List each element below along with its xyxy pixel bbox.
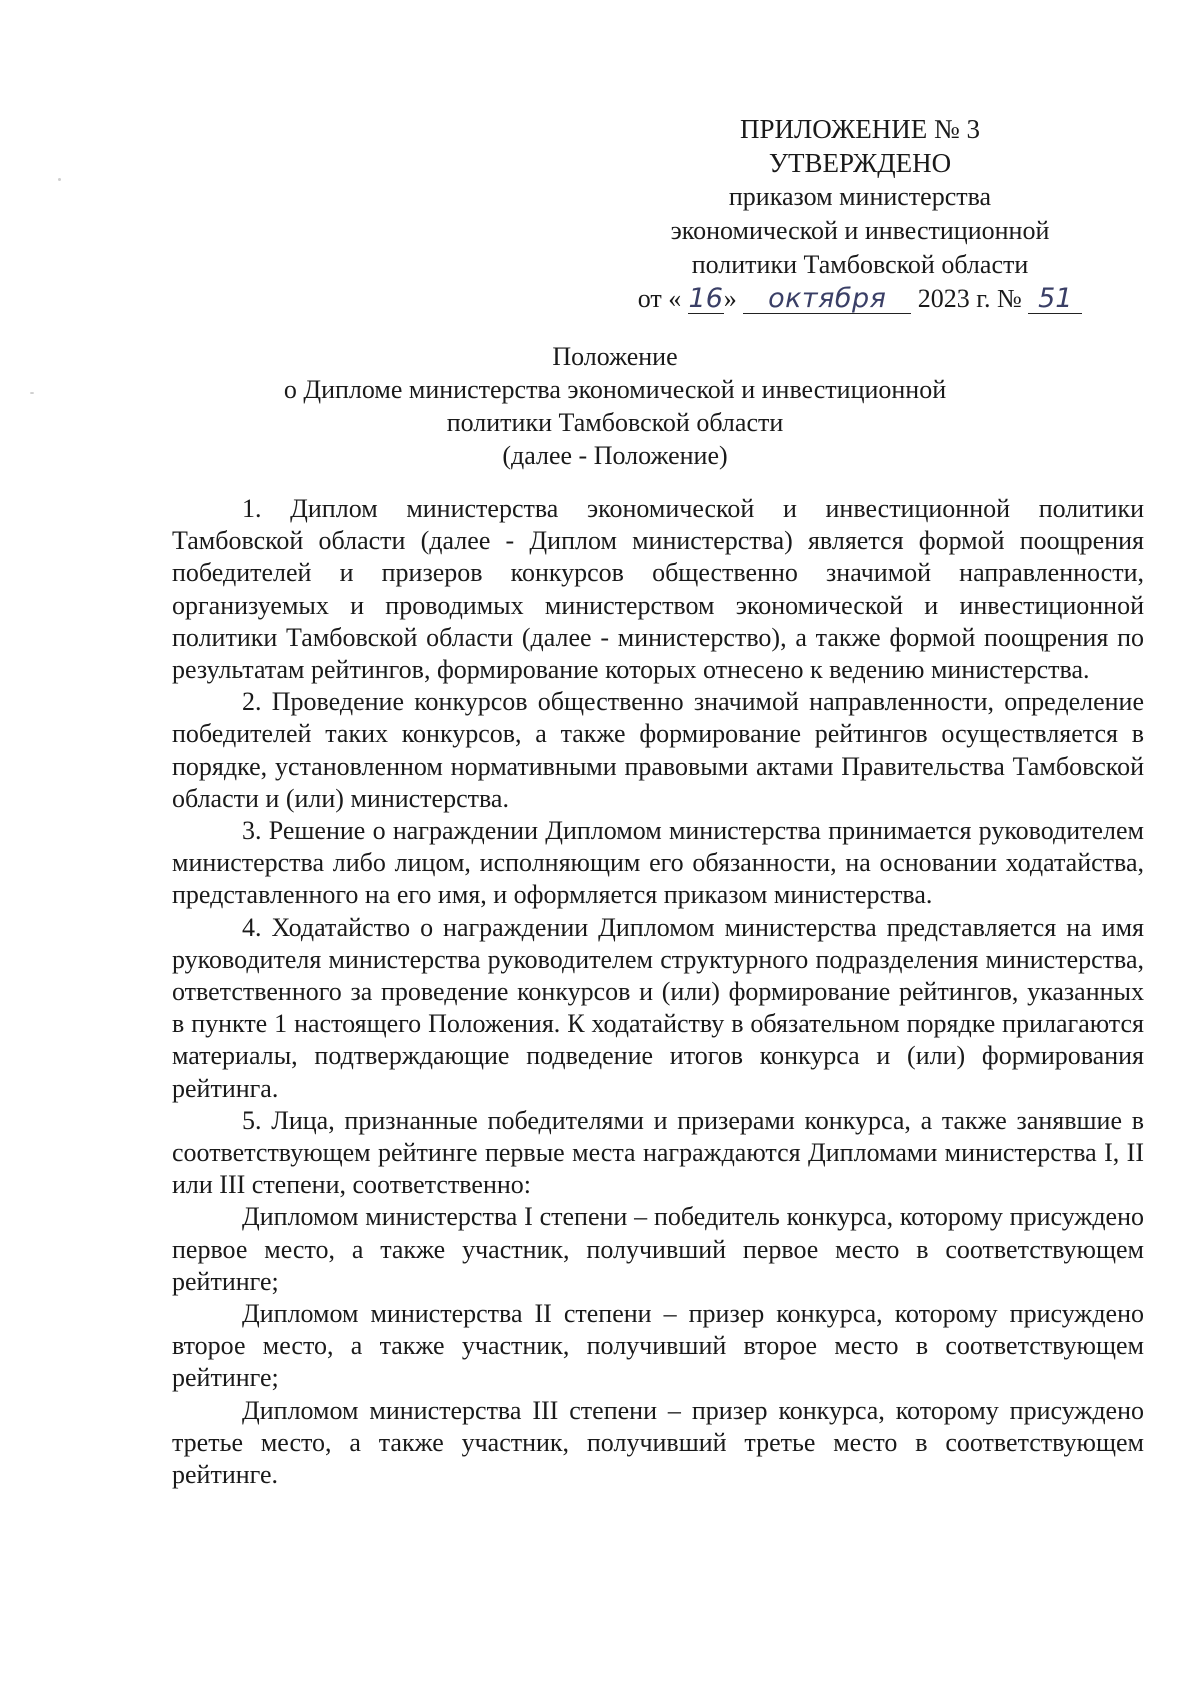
paragraph-2: 2. Проведение конкурсов общественно значимой направленности, определение победителей таких конкурсов, а также формирование рейтингов осуществляется в порядке, установленном нормативными правовыми актами Правительства Тамбовской области и (или) министерства. xyxy=(172,687,1144,813)
paragraph-degree-2: Дипломом министерства II степени – призер конкурса, которому присуждено второе место, а также участник, получивший второе место в соответствующем рейтинге; xyxy=(172,1299,1144,1393)
handwritten-order-number: 51 xyxy=(1028,285,1082,314)
approval-line-2: экономической и инвестиционной xyxy=(670,216,1050,245)
approved-label: УТВЕРЖДЕНО xyxy=(768,148,952,178)
title-line-2: о Дипломе министерства экономической и инвестиционной xyxy=(283,375,947,404)
approval-date-line xyxy=(620,282,1100,316)
title-line-3: политики Тамбовской области xyxy=(446,408,784,437)
document-title xyxy=(170,340,1060,472)
scan-speck xyxy=(30,392,34,394)
date-quote-close: » xyxy=(723,284,737,313)
approval-line-3: политики Тамбовской области xyxy=(691,250,1029,279)
paragraph-degree-3: Дипломом министерства III степени – призер конкурса, которому присуждено третье место, а также участник, получивший третье место в соответствующем рейтинге. xyxy=(172,1395,1144,1490)
appendix-label: ПРИЛОЖЕНИЕ № 3 xyxy=(739,114,981,144)
handwritten-day: 16 xyxy=(688,283,723,314)
paragraph-1: 1. Диплом министерства экономической и инвестиционной политики Тамбовской области (далее - Диплом министерства) является формой поощрения победителей и призеров конкурсов общественно значимой направленности, организуемых и проводимых министерством экономической и инвестиционной политики Тамбовской области (далее - министерство), а также формой поощрения по результатам рейтингов, формирование которых отнесено к ведению министерства. xyxy=(172,494,1144,685)
date-year-number-label: 2023 г. № xyxy=(917,284,1022,313)
approval-stamp-block xyxy=(620,112,1100,316)
paragraph-3: 3. Решение о награждении Дипломом министерства принимается руководителем министерства либо лицом, исполняющим его обязанности, на основании ходатайства, представленного на его имя, и оформляется приказом министерства. xyxy=(172,816,1144,910)
approval-line-1: приказом министерства xyxy=(728,182,992,211)
date-prefix: от « xyxy=(637,284,682,313)
title-line-4: (далее - Положение) xyxy=(502,441,728,470)
paragraph-4: 4. Ходатайство о награждении Дипломом министерства представляется на имя руководителя министерства руководителем структурного подразделения министерства, ответственного за проведение конкурсов и (или) формирование рейтингов, указанных в пункте 1 настоящего Положения. К ходатайству в обязательном порядке прилагаются материалы, подтверждающие подведение итогов конкурса и (или) формирования рейтинга. xyxy=(172,912,1144,1103)
paragraph-5: 5. Лица, признанные победителями и призерами конкурса, а также занявшие в соответствующем рейтинге первые места награждаются Дипломами министерства I, II или III степени, соответственно: xyxy=(172,1105,1144,1200)
scan-speck xyxy=(58,178,61,181)
paragraph-degree-1: Дипломом министерства I степени – победитель конкурса, которому присуждено первое место, а также участник, получивший первое место в соответствующем рейтинге; xyxy=(172,1202,1144,1296)
handwritten-month: октября xyxy=(743,285,911,314)
document-body xyxy=(172,493,1144,1491)
title-line-1: Положение xyxy=(552,342,678,371)
